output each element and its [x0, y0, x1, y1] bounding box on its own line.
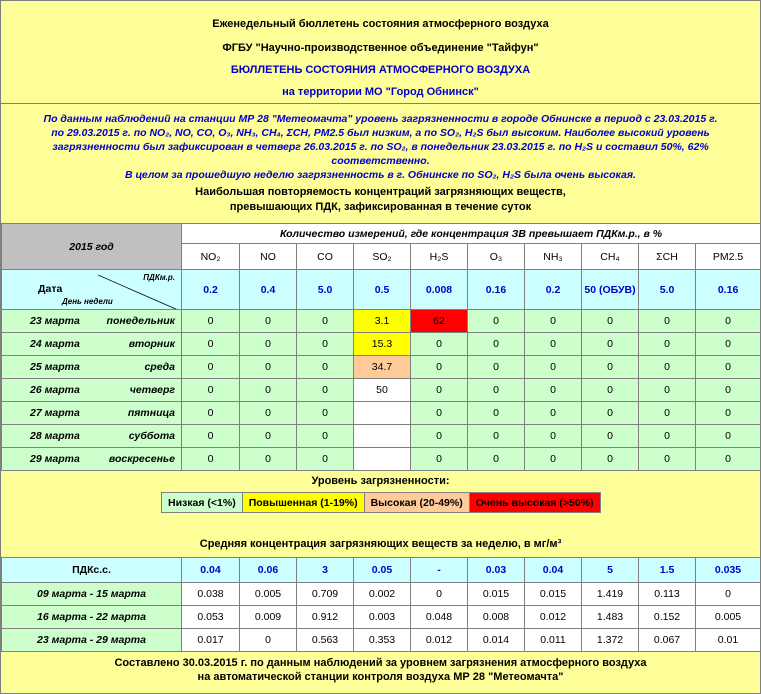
legend-title: Уровень загрязненности: [311, 475, 450, 487]
value-cell: 0 [297, 402, 354, 425]
pdk-ss-value: 0.04 [525, 558, 582, 583]
repeat-line-1: Наибольшая повторяемость концентраций загрязняющих веществ, [195, 186, 566, 198]
value-cell: 0 [182, 448, 240, 471]
header-line-3: БЮЛЛЕТЕНЬ СОСТОЯНИЯ АТМОСФЕРНОГО ВОЗДУХА [230, 64, 531, 76]
value-cell: 0 [411, 356, 468, 379]
value-cell: 0 [525, 333, 582, 356]
value-cell: 0 [182, 425, 240, 448]
value-cell: 0 [240, 333, 297, 356]
weekday-label: День недели [62, 297, 113, 306]
value-cell: 0 [240, 402, 297, 425]
avg-value-cell: 0.563 [297, 629, 354, 652]
legend-elevated: Повышенная (1-19%) [242, 493, 364, 513]
pollutant-header: CH₄ [582, 244, 639, 270]
value-cell: 3.1 [354, 310, 411, 333]
repeat-line-2: превышающих ПДК, зафиксированная в течение суток [229, 201, 532, 213]
value-cell: 0 [525, 425, 582, 448]
date-cell [2, 310, 182, 333]
value-cell: 0 [468, 356, 525, 379]
avg-value-cell: 0.017 [182, 629, 240, 652]
avg-value-cell: 0.353 [354, 629, 411, 652]
table-row [2, 379, 761, 402]
value-cell: 0 [468, 333, 525, 356]
header-line-1: Еженедельный бюллетень состояния атмосферного воздуха [212, 18, 549, 30]
value-cell: 0 [696, 448, 761, 471]
avg-title: Средняя концентрация загрязняющих веществ за неделю, в мг/м³ [199, 538, 562, 550]
avg-value-cell: 0.01 [696, 629, 761, 652]
value-cell: 0 [297, 379, 354, 402]
avg-value-cell: 0.012 [525, 606, 582, 629]
year-label: 2015 год [2, 224, 182, 270]
row-date: 27 марта [30, 407, 80, 419]
summary-line-5: В целом за прошедшую неделю загрязненность в г. Обнинске по SO₂, H₂S была очень высокая. [125, 169, 636, 181]
count-header: Количество измерений, где концентрация ЗВ превышает ПДКм.р., в % [182, 224, 761, 244]
date-cell [2, 356, 182, 379]
pollutant-header: NO [240, 244, 297, 270]
pdk-ss-value: 3 [297, 558, 354, 583]
pdk-mr-value: 0.16 [468, 270, 525, 310]
table-row [2, 606, 761, 629]
pollutant-header: PM2.5 [696, 244, 761, 270]
pdk-row [2, 270, 761, 310]
avg-value-cell: 0.152 [639, 606, 696, 629]
row-weekday: воскресенье [108, 453, 175, 465]
period-cell: 16 марта - 22 марта [2, 606, 182, 629]
value-cell: 0 [525, 356, 582, 379]
value-cell: 0 [582, 448, 639, 471]
pdk-mr-label: ПДКм.р. [143, 273, 175, 282]
summary-line-2: по 29.03.2015 г. по NO₂, NO, CO, O₃, NH₃, CH₄, ΣCH, PM2.5 был низким, а по SO₂, H₂S был высоким. Наиболее высокий уровень [51, 127, 710, 139]
date-cell [2, 379, 182, 402]
table-row [2, 356, 761, 379]
value-cell: 0 [696, 333, 761, 356]
value-cell [354, 448, 411, 471]
avg-value-cell: 0.005 [240, 583, 297, 606]
value-cell: 0 [240, 356, 297, 379]
pdk-mr-value: 5.0 [297, 270, 354, 310]
value-cell: 0 [468, 448, 525, 471]
average-table [1, 557, 761, 652]
avg-pdk-row [2, 558, 761, 583]
value-cell: 0 [582, 402, 639, 425]
pdk-ss-value: - [411, 558, 468, 583]
avg-value-cell: 0 [411, 583, 468, 606]
value-cell: 0 [240, 310, 297, 333]
value-cell: 0 [182, 333, 240, 356]
pdk-mr-value: 0.2 [182, 270, 240, 310]
row-date: 29 марта [30, 453, 80, 465]
value-cell: 0 [582, 379, 639, 402]
pollutant-header: CO [297, 244, 354, 270]
date-cell [2, 448, 182, 471]
summary-line-1: По данным наблюдений на станции МР 28 "Метеомачта" уровень загрязненности в городе Обнинске в период с 23.03.2015 г. [43, 113, 718, 125]
row-date: 25 марта [30, 361, 80, 373]
value-cell: 0 [411, 402, 468, 425]
value-cell: 0 [468, 425, 525, 448]
date-cell [2, 333, 182, 356]
row-weekday: понедельник [106, 315, 175, 327]
value-cell: 0 [696, 425, 761, 448]
avg-value-cell: 0.067 [639, 629, 696, 652]
row-date: 28 марта [30, 430, 80, 442]
pdk-ss-label: ПДКс.с. [2, 558, 182, 583]
value-cell: 0 [411, 448, 468, 471]
pdk-mr-value: 0.4 [240, 270, 297, 310]
pollutant-header: NH₃ [525, 244, 582, 270]
value-cell: 50 [354, 379, 411, 402]
value-cell: 0 [696, 402, 761, 425]
table-row [2, 402, 761, 425]
value-cell: 0 [182, 310, 240, 333]
value-cell: 0 [182, 356, 240, 379]
exceedance-body [2, 310, 761, 471]
avg-value-cell: 0.053 [182, 606, 240, 629]
value-cell: 0 [182, 379, 240, 402]
row-weekday: четверг [129, 384, 175, 396]
table-row [2, 448, 761, 471]
value-cell: 62 [411, 310, 468, 333]
row-weekday: среда [144, 361, 175, 373]
row-weekday: пятница [127, 407, 175, 419]
value-cell: 0 [582, 310, 639, 333]
value-cell: 0 [182, 402, 240, 425]
exceedance-table [1, 223, 761, 471]
value-cell: 0 [525, 402, 582, 425]
value-cell [354, 402, 411, 425]
pdk-ss-value: 0.03 [468, 558, 525, 583]
pdk-ss-value: 5 [582, 558, 639, 583]
table-row [2, 310, 761, 333]
value-cell: 0 [411, 333, 468, 356]
legend-high: Высокая (20-49%) [364, 493, 469, 513]
row-weekday: суббота [128, 430, 175, 442]
value-cell: 0 [297, 333, 354, 356]
pdk-mr-value: 0.5 [354, 270, 411, 310]
pollutant-header: SO₂ [354, 244, 411, 270]
legend-very-high: Очень высокая (>50%) [469, 493, 600, 513]
value-cell: 0 [639, 356, 696, 379]
value-cell: 0 [639, 310, 696, 333]
pdk-mr-value: 0.16 [696, 270, 761, 310]
pollutant-header: O₃ [468, 244, 525, 270]
row-weekday: вторник [128, 338, 175, 350]
avg-value-cell: 0.015 [468, 583, 525, 606]
avg-value-cell: 0 [696, 583, 761, 606]
value-cell: 0 [582, 356, 639, 379]
value-cell: 0 [696, 379, 761, 402]
avg-value-cell: 0.003 [354, 606, 411, 629]
pdk-ss-value: 0.04 [182, 558, 240, 583]
date-weekday-header [2, 270, 182, 310]
repeat-caption [1, 185, 760, 223]
pollutant-header: NO₂ [182, 244, 240, 270]
value-cell: 0 [525, 310, 582, 333]
value-cell: 0 [468, 310, 525, 333]
row-date: 23 марта [30, 315, 80, 327]
avg-value-cell: 1.419 [582, 583, 639, 606]
value-cell: 0 [240, 425, 297, 448]
value-cell: 0 [297, 425, 354, 448]
avg-value-cell: 0.011 [525, 629, 582, 652]
value-cell: 0 [411, 425, 468, 448]
pollutant-header: ΣCH [639, 244, 696, 270]
date-cell [2, 425, 182, 448]
summary-line-4: соответственно. [331, 155, 430, 167]
table-row [2, 425, 761, 448]
footer-line-1: Составлено 30.03.2015 г. по данным наблюдений за уровнем загрязнения атмосферного воздуха [114, 657, 647, 669]
value-cell: 0 [639, 333, 696, 356]
avg-value-cell: 0.113 [639, 583, 696, 606]
value-cell: 0 [297, 356, 354, 379]
pdk-ss-value: 0.06 [240, 558, 297, 583]
row-date: 26 марта [30, 384, 80, 396]
value-cell: 0 [240, 379, 297, 402]
value-cell: 0 [639, 448, 696, 471]
row-date: 24 марта [30, 338, 80, 350]
value-cell: 0 [639, 379, 696, 402]
header-line-4: на территории МО "Город Обнинск" [282, 86, 479, 98]
avg-value-cell: 0.012 [411, 629, 468, 652]
table-row [2, 583, 761, 606]
value-cell: 0 [639, 402, 696, 425]
table-row [2, 629, 761, 652]
header-line-2: ФГБУ "Научно-производственное объединение "Тайфун" [222, 42, 539, 54]
value-cell: 0 [411, 379, 468, 402]
avg-value-cell: 0.038 [182, 583, 240, 606]
avg-value-cell: 0.912 [297, 606, 354, 629]
date-cell [2, 402, 182, 425]
summary-text [1, 104, 760, 184]
value-cell: 0 [297, 310, 354, 333]
legend-table [161, 492, 601, 513]
value-cell: 15.3 [354, 333, 411, 356]
value-cell: 0 [582, 333, 639, 356]
avg-value-cell: 0.014 [468, 629, 525, 652]
pdk-ss-value: 0.05 [354, 558, 411, 583]
date-label: Дата [38, 283, 63, 295]
footer-line-2: на автоматической станции контроля воздуха МР 28 "Метеомачта" [197, 671, 564, 683]
value-cell: 0 [582, 425, 639, 448]
avg-value-cell: 0.002 [354, 583, 411, 606]
legend-low: Низкая (<1%) [162, 493, 243, 513]
value-cell: 0 [696, 356, 761, 379]
average-body [2, 583, 761, 652]
value-cell: 0 [468, 402, 525, 425]
value-cell: 0 [297, 448, 354, 471]
value-cell: 34.7 [354, 356, 411, 379]
value-cell: 0 [240, 448, 297, 471]
pdk-mr-value: 5.0 [639, 270, 696, 310]
value-cell: 0 [525, 448, 582, 471]
pdk-ss-value: 1.5 [639, 558, 696, 583]
avg-value-cell: 1.372 [582, 629, 639, 652]
avg-value-cell: 0 [240, 629, 297, 652]
avg-value-cell: 0.709 [297, 583, 354, 606]
period-cell: 09 марта - 15 марта [2, 583, 182, 606]
period-cell: 23 марта - 29 марта [2, 629, 182, 652]
summary-line-3: загрязненности был зафиксирован в четверг 26.03.2015 г. по SO₂, в понедельник 23.03.2015 г. по H₂S и составил 50%, 62% [52, 141, 709, 153]
value-cell: 0 [639, 425, 696, 448]
avg-value-cell: 0.048 [411, 606, 468, 629]
value-cell: 0 [525, 379, 582, 402]
pdk-mr-value: 0.008 [411, 270, 468, 310]
pdk-mr-value: 0.2 [525, 270, 582, 310]
pdk-ss-value: 0.035 [696, 558, 761, 583]
avg-value-cell: 1.483 [582, 606, 639, 629]
value-cell [354, 425, 411, 448]
footer [1, 651, 760, 693]
value-cell: 0 [696, 310, 761, 333]
pdk-mr-value: 50 (ОБУВ) [582, 270, 639, 310]
avg-value-cell: 0.008 [468, 606, 525, 629]
legend [1, 470, 760, 532]
avg-value-cell: 0.009 [240, 606, 297, 629]
value-cell: 0 [468, 379, 525, 402]
avg-value-cell: 0.005 [696, 606, 761, 629]
pollutant-header: H₂S [411, 244, 468, 270]
bulletin-header [1, 1, 760, 104]
table-row [2, 333, 761, 356]
avg-value-cell: 0.015 [525, 583, 582, 606]
